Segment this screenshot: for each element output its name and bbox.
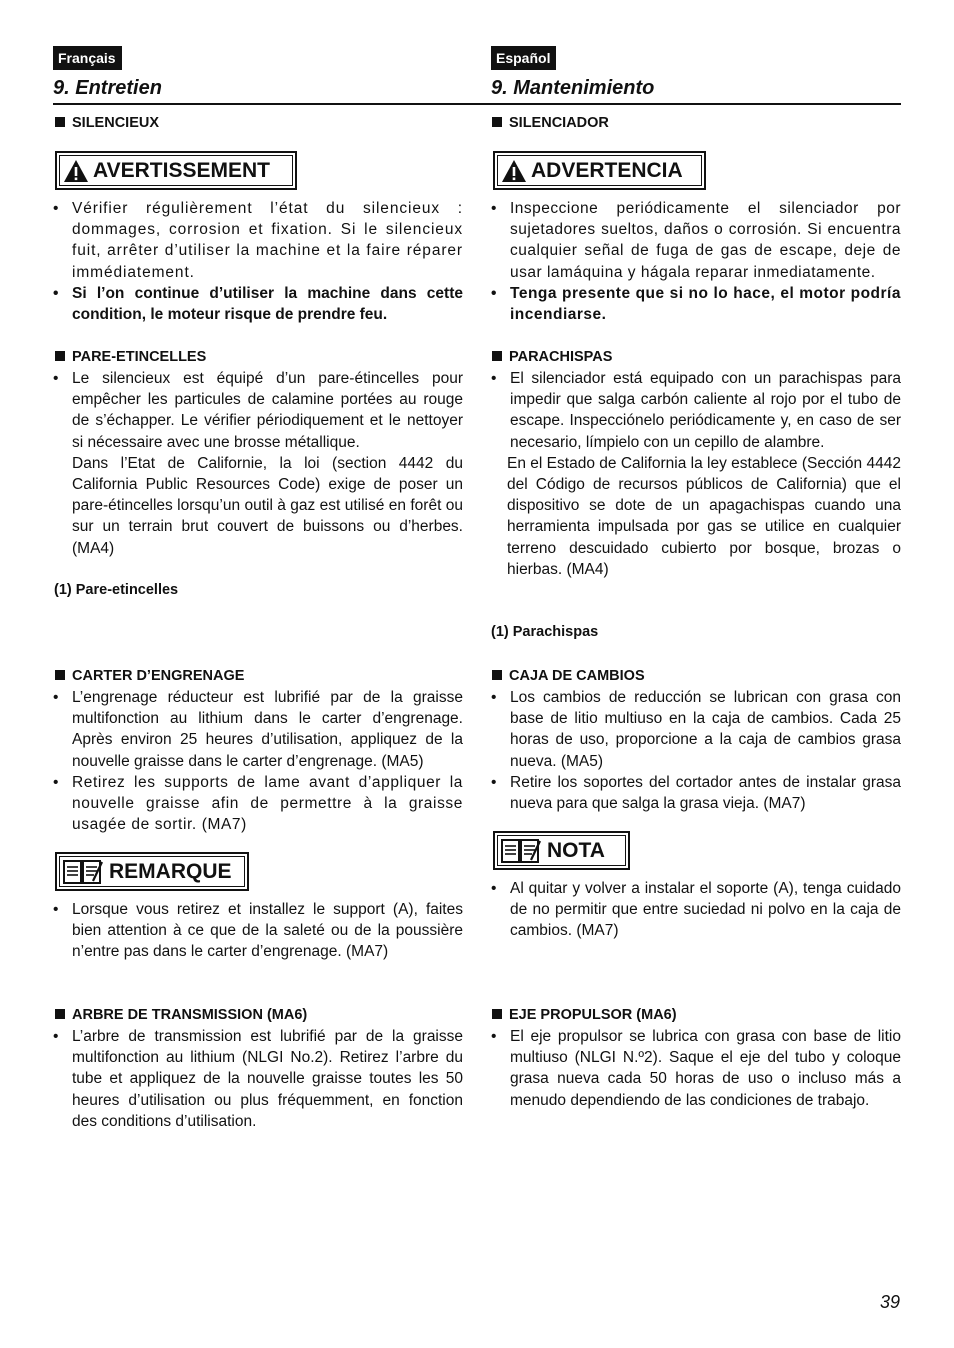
bullet-item: • Al quitar y volver a instalar el soporte (A), tenga cuidado de no permitir que entre suciedad ni polvo en la caja de cambios. (MA7) (491, 878, 901, 942)
subheading-spark-arrester: PARE-ETINCELLES (55, 348, 206, 366)
open-book-icon (63, 859, 103, 885)
bullet-item: • L’arbre de transmission est lubrifié par de la graisse multifonction au lithium (NLGI No.2). Retirez l’arbre du tube et appliquez de la nouvelle graisse toutes les 50 heures d’utilisation ou plus fréquemment, en fonction des conditions d’utilisation. (53, 1026, 463, 1132)
warning-box (493, 151, 706, 190)
warning-box (55, 151, 297, 190)
gear-case-text (491, 687, 901, 814)
warning-label: ADVERTENCIA (531, 158, 683, 182)
bullet-item: • Lorsque vous retirez et installez le support (A), faites bien attention à ce que de la saleté ou de la poussière n’entre pas dans le carter d’engrenage. (MA7) (53, 899, 463, 963)
note-label: REMARQUE (109, 859, 232, 883)
warning-label: AVERTISSEMENT (93, 158, 270, 182)
bullet-item: • Retirez les supports de lame avant d’appliquer la nouvelle graisse afin de permettre à la graisse usagée de sortir. (MA7) (53, 772, 463, 836)
header-divider (53, 103, 901, 105)
language-tag: Español (491, 46, 556, 70)
subheading-drive-shaft: ARBRE DE TRANSMISSION (MA6) (55, 1006, 307, 1024)
drive-shaft-text (491, 1026, 901, 1111)
bullet-item: • Inspeccione periódicamente el silenciador por sujetadores sueltos, daños o corrosión. Si encuentra cualquier señal de fuga de gas de escape, deje de usar lamáquina y hágala reparar inmediatamente. (491, 198, 901, 283)
bullet-item: • Vérifier régulièrement l’état du silencieux : dommages, corrosion et fixation. Si le silencieux fuit, arrêter d’utiliser la machine et la faire réparer immédiatement. (53, 198, 463, 283)
right-column-header (491, 46, 901, 102)
gear-case-text (53, 687, 463, 835)
subheading-gear-case: CARTER D’ENGRENAGE (55, 667, 244, 685)
bullet-item: • L’engrenage réducteur est lubrifié par de la graisse multifonction au lithium dans le carter d’engrenage. Après environ 25 heures d’utilisation, appliquez de la nouvelle graisse dans le carter d’engrenage. (MA5) (53, 687, 463, 772)
bullet-item: • Retire los soportes del cortador antes de instalar grasa nueva para que salga la grasa vieja. (MA7) (491, 772, 901, 814)
language-tag: Français (53, 46, 122, 70)
paragraph: Dans l’Etat de Californie, la loi (section 4442 du California Public Resources Code) exige de poser un pare-étincelles lorsqu’un outil à gaz est utilisé en forêt ou sur un terrain brut couvert de buissons ou d’herbes. (MA4) (72, 454, 463, 557)
bullet-item: • Le silencieux est équipé d’un pare-étincelles pour empêcher les particules de calamine portées au rouge de s’échapper. Le vérifier périodiquement et le nettoyer si nécessaire avec une brosse métallique. (53, 368, 463, 453)
paragraph: En el Estado de California la ley establece (Sección 4442 del Código de recursos públicos de California) que el dispositivo se dote de un apagachispas cuando una herramienta impulsada por gas se utilice en cualquier terreno descuidado cubierto por bosque, brozas o hierbas. (MA4) (507, 454, 901, 578)
note-text (53, 899, 463, 963)
subheading-drive-shaft: EJE PROPULSOR (MA6) (492, 1006, 677, 1024)
note-label: NOTA (547, 838, 605, 862)
bullet-item: • El silenciador está equipado con un parachispas para impedir que salga carbón caliente al rojo por el tubo de escape. Inspecciónelo periódicamente y, en caso de ser necesario, límpielo con un cepillo de alambre. (491, 368, 901, 453)
subheading-gear-case: CAJA DE CAMBIOS (492, 667, 645, 685)
spark-arrester-text (491, 368, 901, 580)
note-box (493, 831, 630, 870)
subheading-silencer: SILENCIADOR (492, 114, 609, 132)
bullet-item-bold: • Si l’on continue d’utiliser la machine dans cette condition, le moteur risque de prendre feu. (53, 283, 463, 325)
bullet-item: • El eje propulsor se lubrica con grasa con base de litio multiuso (NLGI N.º2). Saque el eje del tubo y coloque grasa nueva cada 50 horas de uso o incluso más a menudo dependiendo de las condiciones de trabajo. (491, 1026, 901, 1111)
subheading-silencer: SILENCIEUX (55, 114, 159, 132)
warning-triangle-icon (501, 159, 527, 183)
note-text (491, 878, 901, 942)
subheading-spark-arrester: PARACHISPAS (492, 348, 612, 366)
figure-caption: (1) Parachispas (491, 624, 599, 640)
bullet-item-bold: • Tenga presente que si no lo hace, el motor podría incendiarse. (491, 283, 901, 325)
open-book-icon (501, 838, 541, 864)
drive-shaft-text (53, 1026, 463, 1132)
silencer-text (53, 198, 463, 325)
figure-caption: (1) Pare-etincelles (54, 582, 179, 598)
left-column-header (53, 46, 463, 102)
note-box (55, 852, 249, 891)
section-title: 9. Mantenimiento (491, 77, 655, 99)
spark-arrester-text (53, 368, 463, 559)
page-number: 39 (879, 1292, 900, 1312)
silencer-text (491, 198, 901, 325)
section-title: 9. Entretien (53, 77, 162, 99)
warning-triangle-icon (63, 159, 89, 183)
bullet-item: • Los cambios de reducción se lubrican con grasa con base de litio multiuso en la caja de cambios. Cada 25 horas de uso, proporcione a la caja de cambios grasa nueva. (MA5) (491, 687, 901, 772)
